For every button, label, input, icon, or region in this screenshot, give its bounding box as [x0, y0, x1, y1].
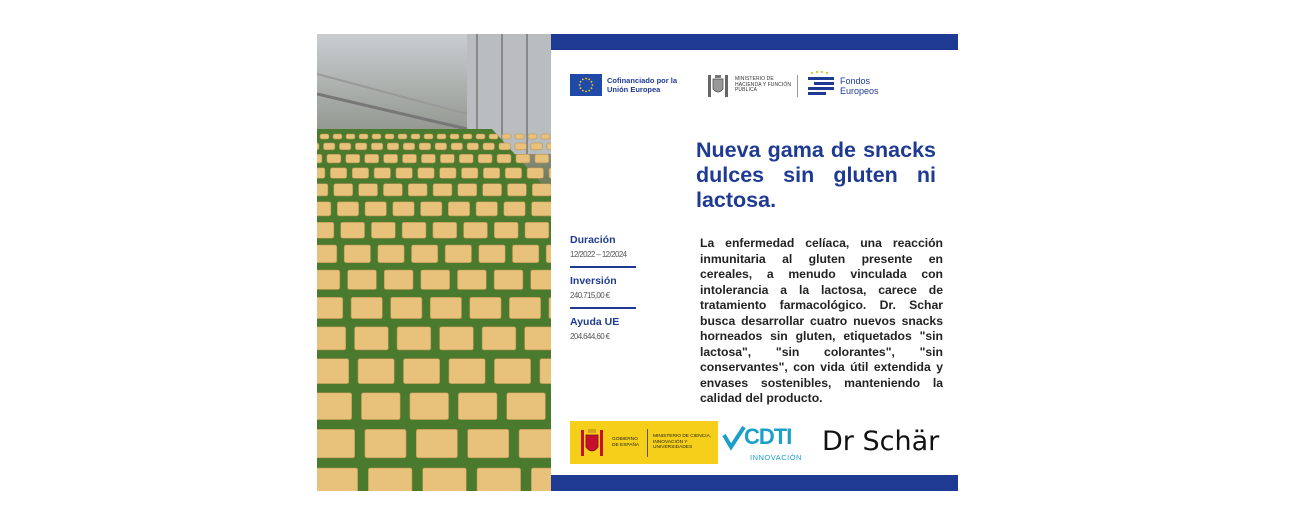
biscuit — [531, 468, 551, 491]
biscuit — [494, 270, 523, 289]
biscuit — [433, 222, 457, 238]
biscuit — [403, 359, 439, 384]
biscuit — [352, 168, 368, 178]
biscuit — [479, 245, 505, 263]
biscuit — [467, 143, 478, 150]
biscuit — [346, 154, 360, 163]
biscuit — [527, 168, 543, 178]
biscuit — [317, 297, 343, 318]
biscuit — [445, 245, 471, 263]
biscuit — [505, 168, 521, 178]
investment-label: Inversión — [570, 275, 617, 287]
biscuit — [344, 245, 370, 263]
biscuit — [504, 202, 525, 216]
biscuit — [341, 222, 365, 238]
biscuit — [458, 184, 477, 196]
biscuit — [317, 393, 352, 420]
biscuit — [398, 134, 407, 139]
biscuit — [393, 202, 414, 216]
project-meta — [570, 234, 640, 341]
biscuit — [365, 154, 379, 163]
biscuit — [519, 429, 551, 458]
biscuit — [451, 143, 462, 150]
duration-value: 12/2022 – 12/2024 — [570, 250, 627, 259]
eu-flag-icon — [570, 74, 602, 96]
cdti-check-icon — [722, 425, 746, 455]
biscuit — [317, 202, 331, 216]
biscuit — [317, 429, 355, 458]
biscuit — [489, 134, 498, 139]
biscuit — [482, 327, 516, 350]
biscuit — [525, 327, 551, 350]
biscuit — [419, 143, 430, 150]
biscuit — [532, 184, 551, 196]
aid-value: 204.644,60 € — [570, 332, 610, 341]
biscuit — [421, 270, 450, 289]
spain-crest-icon — [704, 73, 732, 99]
biscuit — [502, 134, 511, 139]
duration-label: Duración — [570, 234, 616, 246]
biscuit — [330, 168, 346, 178]
biscuit — [317, 154, 322, 163]
biscuit — [408, 184, 427, 196]
biscuit — [317, 245, 337, 263]
biscuit — [435, 143, 446, 150]
biscuit — [468, 429, 509, 458]
biscuit — [317, 168, 325, 178]
biscuit — [365, 202, 386, 216]
biscuit — [348, 270, 377, 289]
spain-crest-icon — [579, 427, 605, 459]
biscuit — [423, 468, 467, 491]
biscuit — [450, 134, 459, 139]
biscuit — [532, 202, 551, 216]
top-blue-bar — [551, 34, 958, 50]
biscuit — [351, 297, 382, 318]
cdti-label: CDTI — [744, 424, 792, 449]
biscuit — [476, 134, 485, 139]
biscuit — [525, 222, 549, 238]
biscuit — [421, 202, 442, 216]
biscuit — [317, 184, 328, 196]
biscuit — [440, 154, 454, 163]
biscuit — [358, 359, 394, 384]
biscuit — [411, 134, 420, 139]
biscuit — [365, 429, 406, 458]
fondos-europeos-icon — [806, 70, 836, 101]
logo-divider — [797, 75, 798, 97]
biscuit — [421, 154, 435, 163]
ministerio-ciencia-label: MINISTERIO DE CIENCIA, INNOVACIÓN Y UNIVERSIDADES — [653, 434, 712, 451]
project-description: La enfermedad celíaca, una reacción inmunitaria al gluten presente en cereales, a menudo vinculada con intolerancia a la lactosa, carece de tratamiento farmacológico. Dr. Schar busca desarrollar cuatro nuevos snacks horneados sin gluten, etiquetados "sin lactosa", "sin colorantes", "sin conservantes", con vida útil extendida y envases sostenibles, manteniendo la calidad del producto. — [700, 236, 943, 405]
eu-label: Cofinanciado por la Unión Europea — [607, 76, 678, 94]
cdti-logo — [722, 423, 802, 465]
biscuit — [424, 134, 433, 139]
biscuit — [385, 134, 394, 139]
biscuit — [416, 429, 457, 458]
biscuit — [497, 154, 511, 163]
biscuit — [507, 393, 546, 420]
biscuit — [327, 154, 341, 163]
biscuit — [494, 359, 530, 384]
biscuit — [403, 154, 417, 163]
biscuit — [346, 134, 355, 139]
biscuit — [383, 184, 402, 196]
biscuit — [412, 245, 438, 263]
biscuit — [433, 184, 452, 196]
production-line-photo — [317, 34, 551, 491]
biscuit — [457, 270, 486, 289]
biscuit — [359, 134, 368, 139]
biscuit — [410, 393, 449, 420]
biscuit — [333, 134, 342, 139]
fondos-europeos-label: Fondos Europeos — [840, 75, 879, 96]
gobierno-espana-logo — [570, 421, 718, 464]
biscuit — [378, 245, 404, 263]
biscuit — [459, 154, 473, 163]
biscuit — [448, 202, 469, 216]
biscuit — [458, 393, 497, 420]
biscuit — [384, 270, 413, 289]
biscuit — [549, 168, 551, 178]
biscuit — [541, 134, 550, 139]
biscuit — [339, 143, 350, 150]
biscuit — [483, 168, 499, 178]
biscuit — [317, 327, 346, 350]
biscuit — [440, 327, 474, 350]
cdti-sub-label: INNOVACIÓN — [750, 453, 802, 462]
gobierno-label: GOBIERNO DE ESPAÑA — [612, 437, 640, 448]
biscuit — [320, 134, 329, 139]
biscuit — [463, 134, 472, 139]
biscuit — [540, 359, 551, 384]
project-card — [317, 34, 958, 491]
biscuit — [546, 245, 551, 263]
biscuit — [440, 168, 456, 178]
biscuit — [372, 134, 381, 139]
biscuit — [418, 168, 434, 178]
biscuit — [337, 202, 358, 216]
biscuit — [549, 297, 551, 318]
biscuit — [449, 359, 485, 384]
dr-schar-logo: Dr Schär — [822, 426, 940, 457]
ministry-logo — [704, 70, 884, 101]
biscuit — [355, 327, 389, 350]
biscuit — [478, 154, 492, 163]
biscuit — [464, 222, 488, 238]
biscuit — [387, 143, 398, 150]
logo-divider — [647, 429, 648, 457]
page-title: Nueva gama de snacks dulces sin gluten ni lactosa. — [696, 138, 936, 212]
biscuit — [323, 143, 334, 150]
biscuit — [403, 143, 414, 150]
biscuit — [374, 168, 390, 178]
biscuit — [477, 468, 521, 491]
meta-divider — [570, 307, 636, 309]
biscuit — [397, 327, 431, 350]
investment-value: 240.715,00 € — [570, 291, 610, 300]
biscuit — [494, 222, 518, 238]
biscuit — [509, 297, 540, 318]
biscuit — [531, 270, 551, 289]
biscuit — [513, 245, 539, 263]
biscuit — [483, 184, 502, 196]
biscuit — [462, 168, 478, 178]
biscuit — [391, 297, 422, 318]
biscuit — [317, 222, 334, 238]
biscuit — [483, 143, 494, 150]
biscuit — [317, 359, 349, 384]
biscuit — [355, 143, 366, 150]
biscuit — [528, 134, 537, 139]
meta-divider — [570, 266, 636, 268]
biscuit — [470, 297, 501, 318]
biscuit — [516, 154, 530, 163]
biscuit — [361, 393, 400, 420]
biscuit — [515, 134, 524, 139]
biscuit — [476, 202, 497, 216]
biscuit — [317, 468, 358, 491]
biscuit — [547, 143, 551, 150]
eu-cofinanced-logo — [570, 74, 677, 96]
biscuit — [531, 143, 542, 150]
biscuit — [437, 134, 446, 139]
ministry-name: MINISTERIO DE HACIENDA Y FUNCIÓN PÚBLICA — [735, 76, 792, 94]
biscuit — [371, 222, 395, 238]
bottom-blue-bar — [551, 475, 958, 491]
biscuit — [371, 143, 382, 150]
biscuit — [334, 184, 353, 196]
biscuit — [402, 222, 426, 238]
biscuit — [317, 143, 319, 150]
biscuit — [317, 270, 340, 289]
biscuit — [507, 184, 526, 196]
biscuit — [359, 184, 378, 196]
biscuit — [499, 143, 510, 150]
biscuit — [535, 154, 549, 163]
biscuit — [396, 168, 412, 178]
biscuit — [515, 143, 526, 150]
biscuit — [430, 297, 461, 318]
aid-label: Ayuda UE — [570, 316, 620, 328]
biscuit — [368, 468, 412, 491]
biscuit — [384, 154, 398, 163]
